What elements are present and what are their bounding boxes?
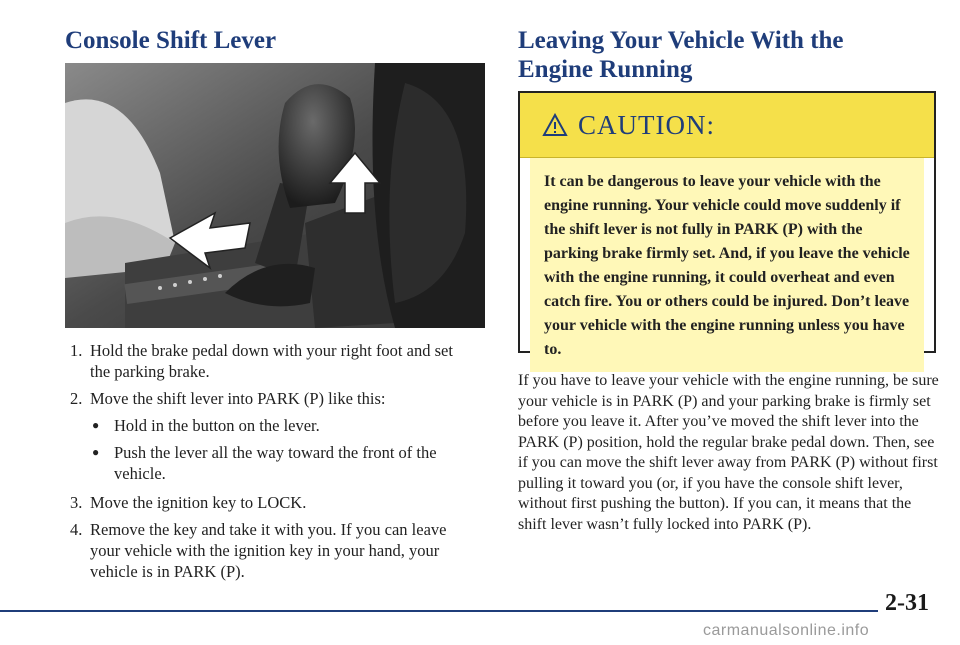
step-number: 2. [70, 389, 83, 408]
bullet-text: Hold in the button on the lever. [114, 416, 320, 435]
left-column [65, 26, 485, 55]
heading-line-2: Engine Running [518, 56, 693, 83]
step-item [70, 519, 470, 582]
step-number: 4. [70, 520, 83, 539]
console-shift-lever-heading: Console Shift Lever [65, 27, 277, 54]
procedure-steps [70, 340, 470, 588]
bullet-icon: ● [92, 418, 100, 432]
step-text: Hold the brake pedal down with your right foot and set the parking brake. [90, 341, 453, 381]
right-column [518, 26, 943, 84]
shift-lever-photo [65, 63, 485, 328]
bullet-item [92, 415, 470, 436]
step-item [70, 388, 470, 409]
step-text: Remove the key and take it with you. If you can leave your vehicle with the ignition key in your hand, your vehicle is in PARK (P). [90, 520, 447, 581]
step-text: Move the shift lever into PARK (P) like this: [90, 389, 386, 408]
caution-header [520, 93, 934, 158]
warning-triangle-icon [542, 113, 568, 137]
caution-box [518, 91, 936, 358]
shift-lever-illustration [65, 63, 485, 328]
heading-line-1: Leaving Your Vehicle With the [518, 27, 844, 54]
footer-rule [0, 610, 878, 612]
leaving-vehicle-heading [518, 26, 943, 84]
step-number: 1. [70, 341, 83, 360]
step-text: Move the ignition key to LOCK. [90, 493, 307, 512]
page-number: 2-31 [885, 590, 929, 616]
bullet-item [92, 442, 470, 484]
caution-title: CAUTION: [578, 109, 715, 140]
step-item [70, 492, 470, 513]
bullet-icon: ● [92, 445, 100, 459]
step-item [70, 340, 470, 382]
bullet-text: Push the lever all the way toward the front of the vehicle. [114, 443, 437, 483]
step-number: 3. [70, 493, 83, 512]
body-paragraph: If you have to leave your vehicle with the engine running, be sure your vehicle is in PARK (P) and your parking brake is firmly set before you leave it. After you’ve moved the shift lever into the PARK (P) position, hold the regular brake pedal down. Then, see if you can move the shift lever away from PARK (P) without first pulling it toward you (or, if you have the console shift lever, without first pushing the button). If you can, it means that the shift lever wasn’t fully locked into PARK (P). [518, 372, 939, 533]
bullet-list [92, 415, 470, 484]
caution-text: It can be dangerous to leave your vehicle with the engine running. Your vehicle could move suddenly if the shift lever is not fully in PARK (P) with the parking brake firmly set. And, if you leave the vehicle with the engine running, it could overheat and even catch fire. You or others could be injured. Don’t leave your vehicle with the engine running unless you have to. [530, 158, 924, 372]
watermark-text: carmanualsonline.info [703, 622, 870, 639]
